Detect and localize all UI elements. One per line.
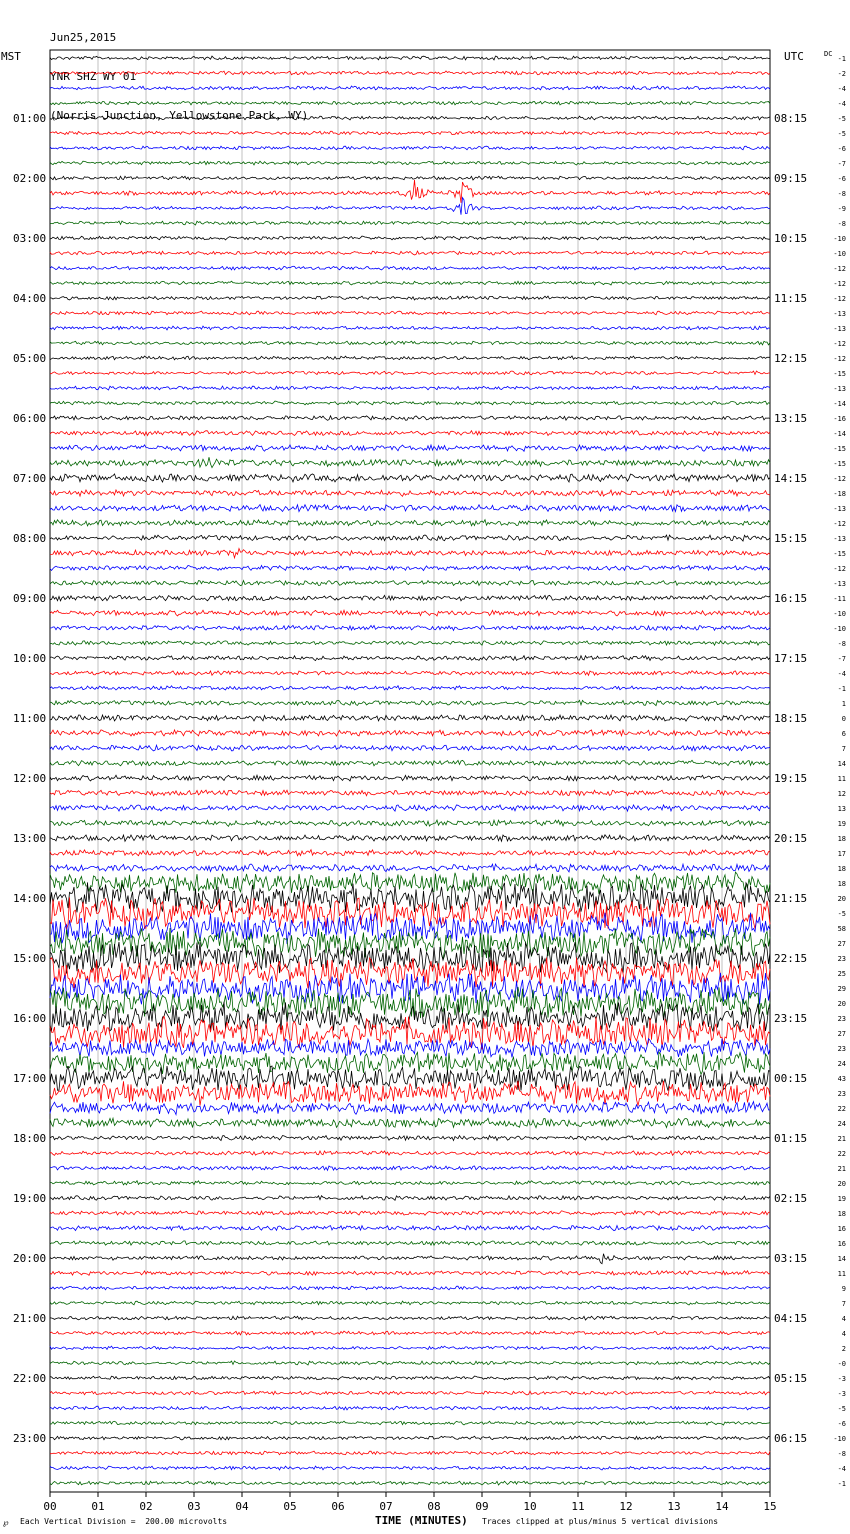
trace-line	[50, 1466, 770, 1470]
trace-line	[50, 236, 770, 240]
utc-hour-label: 22:15	[774, 952, 808, 965]
dc-offset-label: -14	[833, 400, 846, 408]
mst-hour-label: 21:00	[13, 1312, 47, 1325]
dc-offset-label: 0	[841, 715, 846, 723]
trace-line	[50, 790, 770, 796]
trace-line	[50, 625, 770, 630]
mst-hour-label: 06:00	[13, 412, 47, 425]
utc-hour-label: 19:15	[774, 772, 808, 785]
utc-hour-label: 00:15	[774, 1072, 808, 1085]
trace-line	[50, 161, 770, 165]
trace-line	[50, 176, 770, 180]
trace-line	[50, 490, 770, 496]
trace-line	[50, 1241, 770, 1245]
dc-offset-label: -12	[833, 565, 846, 573]
dc-offset-labels	[833, 55, 846, 1488]
dc-offset-label: -10	[833, 1435, 846, 1443]
dc-offset-label: -1	[837, 1480, 846, 1488]
dc-offset-label: -1	[837, 55, 846, 63]
mst-hour-label: 11:00	[13, 712, 47, 725]
station-location: (Norris Junction, Yellowstone Park, WY)	[50, 109, 309, 122]
dc-offset-label: -4	[837, 670, 846, 678]
utc-hour-label: 23:15	[774, 1012, 808, 1025]
dc-offset-label: 4	[841, 1315, 846, 1323]
mst-hour-label: 14:00	[13, 892, 47, 905]
utc-hour-labels	[774, 112, 807, 1445]
x-tick-label: 10	[523, 1500, 537, 1513]
trace-line	[50, 1301, 770, 1305]
trace-line	[50, 251, 770, 255]
dc-offset-label: 12	[837, 790, 846, 798]
trace-line	[50, 775, 770, 781]
mst-hour-label: 13:00	[13, 832, 47, 845]
dc-offset-label: -8	[837, 190, 846, 198]
dc-offset-label: 58	[837, 925, 846, 933]
dc-offset-label: 23	[837, 955, 846, 963]
dc-offset-label: -13	[833, 535, 846, 543]
trace-line	[50, 401, 770, 405]
utc-hour-label: 18:15	[774, 712, 808, 725]
trace-line	[50, 326, 770, 330]
trace-line	[50, 745, 770, 751]
trace-line	[50, 296, 770, 300]
trace-line	[50, 266, 770, 270]
mst-hour-label: 05:00	[13, 352, 47, 365]
utc-hour-label: 16:15	[774, 592, 808, 605]
mst-hour-label: 16:00	[13, 1012, 47, 1025]
dc-offset-label: -4	[837, 100, 846, 108]
dc-offset-label: -6	[837, 1420, 846, 1428]
trace-line	[50, 1286, 770, 1290]
mst-hour-label: 22:00	[13, 1372, 47, 1385]
dc-offset-label: -14	[833, 430, 846, 438]
dc-offset-label: 23	[837, 1045, 846, 1053]
trace-line	[50, 520, 770, 526]
seismic-traces	[50, 56, 770, 1485]
mst-hour-label: 17:00	[13, 1072, 47, 1085]
trace-line	[50, 1102, 770, 1115]
trace-line	[50, 850, 770, 856]
dc-offset-label: -18	[833, 490, 846, 498]
mst-hour-label: 10:00	[13, 652, 47, 665]
mst-hour-label: 07:00	[13, 472, 47, 485]
trace-line	[50, 1406, 770, 1410]
trace-line	[50, 566, 770, 571]
trace-line	[50, 1226, 770, 1231]
dc-offset-label: 23	[837, 1090, 846, 1098]
trace-line	[50, 356, 770, 360]
x-tick-label: 04	[235, 1500, 249, 1513]
trace-line	[50, 820, 770, 826]
dc-offset-label: -12	[833, 520, 846, 528]
trace-line	[50, 535, 770, 541]
mst-hour-labels	[13, 112, 46, 1445]
mst-hour-label: 08:00	[13, 532, 47, 545]
mst-hour-label: 01:00	[13, 112, 47, 125]
utc-hour-label: 11:15	[774, 292, 808, 305]
trace-line	[50, 760, 770, 766]
trace-line	[50, 1118, 770, 1127]
utc-hour-label: 20:15	[774, 832, 808, 845]
dc-label: DC	[824, 50, 833, 58]
trace-line	[50, 686, 770, 690]
trace-line	[50, 1316, 770, 1320]
scale-note: Each Vertical Division = 200.00 microvolts	[20, 1517, 228, 1526]
plot-date: Jun25,2015	[50, 31, 117, 44]
dc-offset-label: 20	[837, 895, 846, 903]
trace-line	[50, 1421, 770, 1425]
trace-line	[50, 1081, 770, 1106]
dc-offset-label: 16	[837, 1240, 846, 1248]
trace-line	[50, 101, 770, 105]
mst-hour-label: 23:00	[13, 1432, 47, 1445]
trace-line	[50, 1211, 770, 1215]
trace-line	[50, 1271, 770, 1276]
trace-line	[50, 1391, 770, 1395]
trace-line	[50, 1254, 770, 1264]
dc-offset-label: -12	[833, 295, 846, 303]
trace-line	[50, 281, 770, 285]
trace-line	[50, 431, 770, 436]
logo-mark: ℘	[3, 1518, 9, 1527]
trace-line	[50, 445, 770, 451]
dc-offset-label: 11	[837, 775, 846, 783]
dc-offset-label: -3	[837, 1375, 846, 1383]
dc-offset-label: -13	[833, 325, 846, 333]
trace-line	[50, 416, 770, 421]
x-tick-label: 00	[43, 1500, 57, 1513]
dc-offset-label: 18	[837, 865, 846, 873]
dc-offset-label: -15	[833, 550, 846, 558]
trace-line	[50, 549, 770, 558]
dc-offset-label: 27	[837, 1030, 846, 1038]
dc-offset-label: 19	[837, 1195, 846, 1203]
trace-line	[50, 1451, 770, 1455]
trace-line	[50, 671, 770, 676]
dc-offset-label: 11	[837, 1270, 846, 1278]
dc-offset-label: -8	[837, 1450, 846, 1458]
utc-hour-label: 06:15	[774, 1432, 808, 1445]
dc-offset-label: -3	[837, 1390, 846, 1398]
dc-offset-label: 27	[837, 940, 846, 948]
utc-hour-label: 13:15	[774, 412, 808, 425]
trace-line	[50, 116, 770, 120]
utc-hour-label: 04:15	[774, 1312, 808, 1325]
dc-offset-label: -11	[833, 595, 846, 603]
trace-line	[50, 805, 770, 811]
trace-line	[50, 1151, 770, 1155]
dc-offset-label: -1	[837, 685, 846, 693]
trace-line	[50, 221, 770, 225]
dc-offset-label: 1	[841, 700, 846, 708]
trace-line	[50, 1181, 770, 1185]
dc-offset-label: 22	[837, 1150, 846, 1158]
mst-hour-label: 03:00	[13, 232, 47, 245]
trace-line	[50, 928, 770, 960]
dc-offset-label: -15	[833, 445, 846, 453]
x-tick-label: 15	[763, 1500, 777, 1513]
x-tick-label: 13	[667, 1500, 681, 1513]
dc-offset-label: 13	[837, 805, 846, 813]
trace-line	[50, 386, 770, 390]
dc-offset-label: 29	[837, 985, 846, 993]
trace-line	[50, 1196, 770, 1201]
trace-line	[50, 1346, 770, 1350]
x-tick-label: 02	[139, 1500, 153, 1513]
dc-offset-label: 4	[841, 1330, 846, 1338]
dc-offset-label: 21	[837, 1135, 846, 1143]
dc-offset-label: -9	[837, 205, 846, 213]
trace-line	[50, 715, 770, 721]
mst-hour-label: 15:00	[13, 952, 47, 965]
dc-offset-label: 20	[837, 1180, 846, 1188]
x-axis-title: TIME (MINUTES)	[375, 1514, 468, 1527]
utc-hour-label: 08:15	[774, 112, 808, 125]
trace-line	[50, 730, 770, 736]
dc-offset-label: -10	[833, 235, 846, 243]
dc-offset-label: 17	[837, 850, 846, 858]
dc-offset-label: -7	[837, 160, 846, 168]
dc-offset-label: 22	[837, 1105, 846, 1113]
dc-offset-label: 18	[837, 835, 846, 843]
dc-offset-label: 20	[837, 1000, 846, 1008]
dc-offset-label: 7	[841, 1300, 846, 1308]
dc-offset-label: -2	[837, 70, 846, 78]
dc-offset-label: 18	[837, 880, 846, 888]
mst-hour-label: 12:00	[13, 772, 47, 785]
dc-offset-label: -12	[833, 475, 846, 483]
dc-offset-label: -5	[837, 910, 846, 918]
x-tick-label: 08	[427, 1500, 441, 1513]
trace-line	[50, 641, 770, 645]
trace-line	[50, 341, 770, 345]
dc-offset-label: -6	[837, 175, 846, 183]
x-tick-label: 11	[571, 1500, 585, 1513]
dc-offset-label: 6	[841, 730, 846, 738]
dc-offset-label: -13	[833, 580, 846, 588]
mst-hour-label: 09:00	[13, 592, 47, 605]
dc-offset-label: -4	[837, 1465, 846, 1473]
trace-line	[50, 864, 770, 872]
dc-offset-label: -8	[837, 220, 846, 228]
left-zone-label: MST	[1, 50, 21, 63]
x-tick-label: 05	[283, 1500, 297, 1513]
dc-offset-label: -10	[833, 250, 846, 258]
trace-line	[50, 1481, 770, 1485]
dc-offset-label: -5	[837, 1405, 846, 1413]
utc-hour-label: 01:15	[774, 1132, 808, 1145]
dc-offset-label: 43	[837, 1075, 846, 1083]
dc-offset-label: 19	[837, 820, 846, 828]
mst-hour-label: 02:00	[13, 172, 47, 185]
trace-line	[50, 835, 770, 842]
dc-offset-label: -5	[837, 130, 846, 138]
dc-offset-label: -8	[837, 640, 846, 648]
dc-offset-label: 21	[837, 1165, 846, 1173]
dc-offset-label: -10	[833, 625, 846, 633]
trace-line	[50, 1052, 770, 1074]
trace-line	[50, 700, 770, 705]
mst-hour-label: 18:00	[13, 1132, 47, 1145]
utc-hour-label: 03:15	[774, 1252, 808, 1265]
dc-offset-label: -4	[837, 85, 846, 93]
trace-line	[50, 180, 770, 203]
trace-line	[50, 581, 770, 586]
trace-line	[50, 474, 770, 482]
trace-line	[50, 1136, 770, 1141]
trace-line	[50, 1166, 770, 1171]
utc-hour-label: 05:15	[774, 1372, 808, 1385]
trace-line	[50, 86, 770, 90]
dc-offset-label: -13	[833, 505, 846, 513]
utc-hour-label: 02:15	[774, 1192, 808, 1205]
trace-line	[50, 371, 770, 375]
dc-offset-label: 7	[841, 745, 846, 753]
utc-hour-label: 14:15	[774, 472, 808, 485]
trace-line	[50, 311, 770, 315]
trace-line	[50, 595, 770, 600]
x-tick-label: 09	[475, 1500, 489, 1513]
utc-hour-label: 17:15	[774, 652, 808, 665]
trace-line	[50, 1361, 770, 1365]
dc-offset-label: 9	[841, 1285, 846, 1293]
dc-offset-label: -12	[833, 280, 846, 288]
trace-line	[50, 131, 770, 135]
dc-offset-label: 14	[837, 1255, 846, 1263]
trace-line	[50, 198, 770, 215]
trace-line	[50, 1436, 770, 1440]
utc-hour-label: 21:15	[774, 892, 808, 905]
mst-hour-label: 19:00	[13, 1192, 47, 1205]
station-code: YNR SHZ WY 01	[50, 70, 137, 83]
trace-line	[50, 1376, 770, 1380]
utc-hour-label: 10:15	[774, 232, 808, 245]
trace-line	[50, 656, 770, 661]
trace-line	[50, 71, 770, 75]
dc-offset-label: -15	[833, 460, 846, 468]
x-tick-label: 07	[379, 1500, 393, 1513]
dc-offset-label: -15	[833, 370, 846, 378]
dc-offset-label: -13	[833, 310, 846, 318]
dc-offset-label: 16	[837, 1225, 846, 1233]
mst-hour-label: 04:00	[13, 292, 47, 305]
dc-offset-label: 24	[837, 1060, 846, 1068]
dc-offset-label: 24	[837, 1120, 846, 1128]
trace-line	[50, 1039, 770, 1058]
trace-line	[50, 146, 770, 150]
trace-line	[50, 505, 770, 512]
x-tick-label: 06	[331, 1500, 345, 1513]
x-tick-label: 14	[715, 1500, 729, 1513]
dc-offset-label: -7	[837, 655, 846, 663]
x-tick-label: 12	[619, 1500, 633, 1513]
dc-offset-label: 23	[837, 1015, 846, 1023]
utc-hour-label: 15:15	[774, 532, 808, 545]
trace-line	[50, 457, 770, 467]
trace-line	[50, 973, 770, 1005]
x-tick-label: 03	[187, 1500, 201, 1513]
dc-offset-label: -10	[833, 610, 846, 618]
trace-line	[50, 1331, 770, 1335]
utc-hour-label: 12:15	[774, 352, 808, 365]
dc-offset-label: -13	[833, 385, 846, 393]
dc-offset-label: -12	[833, 355, 846, 363]
dc-offset-label: -5	[837, 115, 846, 123]
mst-hour-label: 20:00	[13, 1252, 47, 1265]
dc-offset-label: -6	[837, 145, 846, 153]
utc-hour-label: 09:15	[774, 172, 808, 185]
dc-offset-label: -12	[833, 265, 846, 273]
dc-offset-label: 2	[841, 1345, 846, 1353]
dc-offset-label: 18	[837, 1210, 846, 1218]
clip-note: Traces clipped at plus/minus 5 vertical divisions	[482, 1517, 719, 1526]
x-tick-label: 01	[91, 1500, 105, 1513]
dc-offset-label: -0	[837, 1360, 846, 1368]
dc-offset-label: -12	[833, 340, 846, 348]
dc-offset-label: -16	[833, 415, 846, 423]
dc-offset-label: 14	[837, 760, 846, 768]
dc-offset-label: 25	[837, 970, 846, 978]
trace-line	[50, 56, 770, 60]
trace-line	[50, 610, 770, 616]
x-axis-ticks	[43, 1492, 776, 1513]
right-zone-label: UTC	[784, 50, 804, 63]
